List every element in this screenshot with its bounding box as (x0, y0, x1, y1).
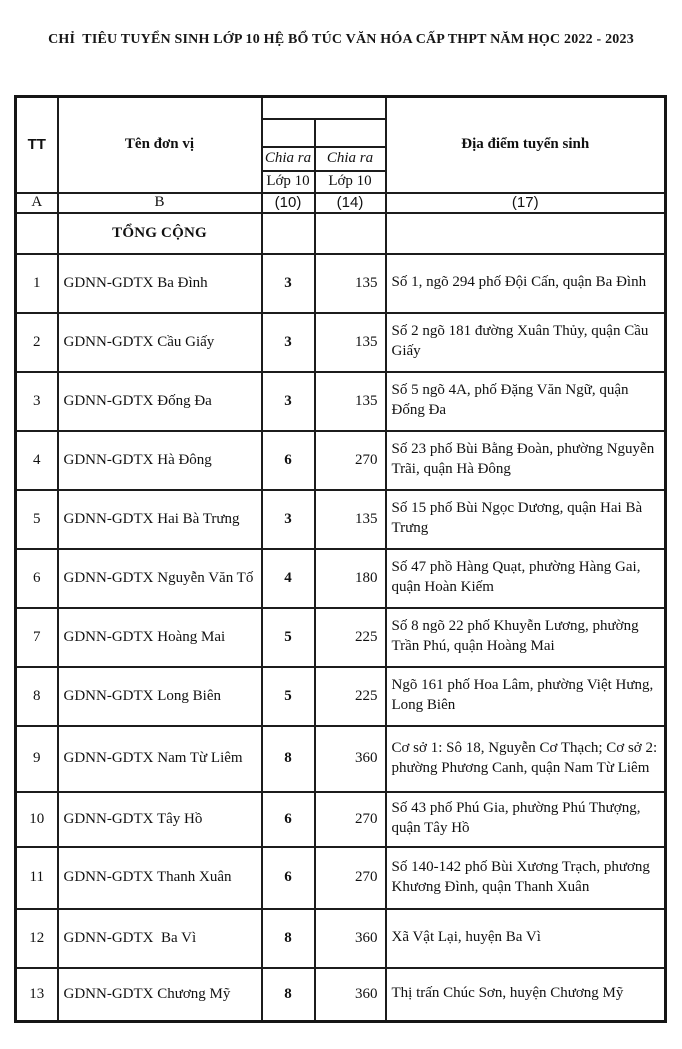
header-empty-cell-2 (315, 119, 386, 147)
row-index: 10 (16, 792, 58, 847)
table-row (16, 254, 666, 313)
quota-students: 135 (315, 313, 386, 372)
unit-name: GDNN-GDTX Hoàng Mai (58, 608, 262, 667)
unit-address: Số 2 ngõ 181 đường Xuân Thủy, quận Cầu Giấy (386, 313, 666, 372)
quota-lop10: 3 (262, 372, 315, 431)
total-row (16, 213, 666, 254)
key-cell-14: (14) (315, 193, 386, 213)
key-cell-17: (17) (386, 193, 666, 213)
unit-name: GDNN-GDTX Thanh Xuân (58, 847, 262, 909)
table-row (16, 968, 666, 1022)
unit-address: Cơ sở 1: Sô 18, Nguyễn Cơ Thạch; Cơ sở 2: phường Phương Canh, quận Nam Từ Liêm (386, 726, 666, 792)
quota-lop10: 4 (262, 549, 315, 608)
unit-name: GDNN-GDTX Hai Bà Trưng (58, 490, 262, 549)
table-row (16, 490, 666, 549)
total-row-empty-lop10 (262, 213, 315, 254)
table-body (16, 213, 666, 1022)
table-row (16, 726, 666, 792)
quota-lop10: 3 (262, 254, 315, 313)
table-row (16, 847, 666, 909)
table-row (16, 667, 666, 726)
row-index: 12 (16, 909, 58, 968)
unit-name: GDNN-GDTX Đống Đa (58, 372, 262, 431)
page-title: CHỈ TIÊU TUYỂN SINH LỚP 10 HỆ BỔ TÚC VĂN HÓA CẤP THPT NĂM HỌC 2022 - 2023 (48, 32, 634, 47)
quota-students: 180 (315, 549, 386, 608)
unit-name: GDNN-GDTX Ba Vì (58, 909, 262, 968)
unit-name: GDNN-GDTX Nam Từ Liêm (58, 726, 262, 792)
column-subheader-chia-ra-1: Chia ra (262, 147, 315, 171)
unit-address: Ngõ 161 phố Hoa Lâm, phường Việt Hưng, Long Biên (386, 667, 666, 726)
unit-name: GDNN-GDTX Nguyễn Văn Tố (58, 549, 262, 608)
quota-students: 360 (315, 726, 386, 792)
row-index: 7 (16, 608, 58, 667)
table-row (16, 608, 666, 667)
unit-address: Số 15 phố Bùi Ngọc Dương, quận Hai Bà Trưng (386, 490, 666, 549)
quota-students: 135 (315, 372, 386, 431)
row-index: 2 (16, 313, 58, 372)
unit-address: Số 23 phố Bùi Bằng Đoàn, phường Nguyễn Trãi, quận Hà Đông (386, 431, 666, 490)
quota-lop10: 6 (262, 792, 315, 847)
unit-name: GDNN-GDTX Ba Đình (58, 254, 262, 313)
unit-address: Số 47 phồ Hàng Quạt, phường Hàng Gai, quận Hoàn Kiếm (386, 549, 666, 608)
enrollment-quota-table (14, 95, 667, 1023)
column-header-location: Địa điểm tuyển sinh (386, 97, 666, 193)
unit-name: GDNN-GDTX Chương Mỹ (58, 968, 262, 1022)
column-subheader-lop10-1: Lớp 10 (262, 171, 315, 193)
total-row-empty-tt (16, 213, 58, 254)
quota-students: 270 (315, 431, 386, 490)
unit-address: Số 43 phố Phú Gia, phường Phú Thượng, quận Tây Hồ (386, 792, 666, 847)
quota-lop10: 3 (262, 490, 315, 549)
table-row (16, 909, 666, 968)
table-row (16, 431, 666, 490)
key-cell-10: (10) (262, 193, 315, 213)
table-row (16, 792, 666, 847)
quota-lop10: 6 (262, 847, 315, 909)
column-header-unit-name: Tên đơn vị (58, 97, 262, 193)
key-cell-b: B (58, 193, 262, 213)
header-empty-cell-1 (262, 119, 315, 147)
table-row (16, 549, 666, 608)
quota-lop10: 6 (262, 431, 315, 490)
unit-name: GDNN-GDTX Cầu Giấy (58, 313, 262, 372)
quota-students: 225 (315, 608, 386, 667)
table-row (16, 372, 666, 431)
total-row-empty-students (315, 213, 386, 254)
row-index: 3 (16, 372, 58, 431)
column-header-tt: TT (16, 97, 58, 193)
quota-students: 360 (315, 909, 386, 968)
quota-students: 270 (315, 847, 386, 909)
table-row (16, 313, 666, 372)
quota-students: 270 (315, 792, 386, 847)
quota-lop10: 8 (262, 968, 315, 1022)
column-subheader-lop10-2: Lớp 10 (315, 171, 386, 193)
unit-name: GDNN-GDTX Hà Đông (58, 431, 262, 490)
quota-students: 360 (315, 968, 386, 1022)
row-index: 9 (16, 726, 58, 792)
row-index: 6 (16, 549, 58, 608)
quota-lop10: 3 (262, 313, 315, 372)
quota-students: 225 (315, 667, 386, 726)
quota-lop10: 8 (262, 726, 315, 792)
unit-name: GDNN-GDTX Tây Hồ (58, 792, 262, 847)
unit-address: Thị trấn Chúc Sơn, huyện Chương Mỹ (386, 968, 666, 1022)
quota-lop10: 5 (262, 608, 315, 667)
row-index: 8 (16, 667, 58, 726)
unit-name: GDNN-GDTX Long Biên (58, 667, 262, 726)
row-index: 1 (16, 254, 58, 313)
row-index: 5 (16, 490, 58, 549)
total-row-label: TỔNG CỘNG (58, 213, 262, 254)
row-index: 11 (16, 847, 58, 909)
row-index: 4 (16, 431, 58, 490)
key-cell-a: A (16, 193, 58, 213)
column-subheader-chia-ra-2: Chia ra (315, 147, 386, 171)
unit-address: Xã Vật Lại, huyện Ba Vì (386, 909, 666, 968)
quota-lop10: 8 (262, 909, 315, 968)
unit-address: Số 8 ngõ 22 phố Khuyễn Lương, phường Trần Phú, quận Hoàng Mai (386, 608, 666, 667)
quota-students: 135 (315, 254, 386, 313)
unit-address: Số 1, ngõ 294 phố Đội Cấn, quận Ba Đình (386, 254, 666, 313)
header-merged-empty-cell (262, 97, 386, 119)
row-index: 13 (16, 968, 58, 1022)
unit-address: Số 140-142 phố Bùi Xương Trạch, phương Khương Đình, quận Thanh Xuân (386, 847, 666, 909)
quota-students: 135 (315, 490, 386, 549)
unit-address: Số 5 ngõ 4A, phố Đặng Văn Ngữ, quận Đống Đa (386, 372, 666, 431)
quota-lop10: 5 (262, 667, 315, 726)
total-row-empty-address (386, 213, 666, 254)
